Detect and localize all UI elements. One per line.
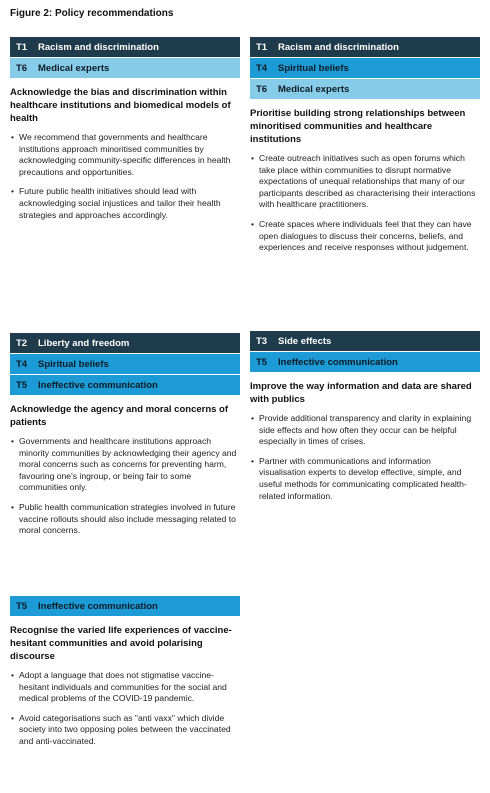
theme-tag xyxy=(10,375,240,395)
recommendation-list xyxy=(10,670,240,748)
recommendation-heading: Improve the way information and data are shared with publics xyxy=(250,381,472,405)
theme-tag xyxy=(250,331,480,351)
theme-tag xyxy=(10,354,240,374)
recommendation-block xyxy=(10,37,240,229)
recommendation-heading: Prioritise building strong relationships between minoritised communities and healthcare institutions xyxy=(250,108,466,145)
theme-label: Racism and discrimination xyxy=(278,41,399,53)
bullet-icon: • xyxy=(251,413,255,423)
list-item xyxy=(10,186,240,221)
list-item xyxy=(10,713,240,748)
recommendation-block xyxy=(10,596,240,756)
theme-label: Liberty and freedom xyxy=(38,337,130,349)
list-item xyxy=(10,436,240,494)
list-item xyxy=(10,670,240,705)
recommendation-heading: Acknowledge the bias and discrimination within healthcare institutions and biomedical models of health xyxy=(10,87,231,124)
theme-tag xyxy=(250,352,480,372)
theme-label: Spiritual beliefs xyxy=(278,62,349,74)
theme-tag xyxy=(250,37,480,57)
theme-code: T1 xyxy=(256,41,268,53)
recommendation-list xyxy=(250,413,480,502)
recommendation-heading: Acknowledge the agency and moral concerns of patients xyxy=(10,404,229,428)
theme-tag xyxy=(10,37,240,57)
theme-code: T4 xyxy=(16,358,28,370)
theme-tag xyxy=(10,596,240,616)
theme-label: Racism and discrimination xyxy=(38,41,159,53)
list-item xyxy=(250,219,480,254)
list-item-text: Future public health initiatives should lead with acknowledging social injustices and tailor their health strategies and approaches accordingly. xyxy=(19,186,221,220)
theme-label: Ineffective communication xyxy=(278,356,398,368)
recommendation-block xyxy=(250,331,480,510)
list-item-text: Create outreach initiatives such as open forums which take place within communities to disrupt normative expectations of unequal relationships that many of our participants described as characterising their interactions with healthcare practitioners. xyxy=(259,153,476,210)
bullet-icon: • xyxy=(11,186,15,197)
list-item-text: We recommend that governments and healthcare institutions approach minoritised communities by acknowledging community-specific differences in health precautions and opportunities. xyxy=(19,132,231,177)
bullet-icon: • xyxy=(251,218,255,229)
theme-code: T6 xyxy=(16,62,28,74)
theme-label: Spiritual beliefs xyxy=(38,358,109,370)
recommendation-list xyxy=(250,153,480,254)
theme-code: T5 xyxy=(16,379,28,391)
bullet-icon: • xyxy=(11,501,15,512)
bullet-icon: • xyxy=(11,712,15,723)
theme-tag xyxy=(10,58,240,78)
list-item-text: Avoid categorisations such as "anti vaxx" which divide society into two opposing poles between the vaccinated and anti-vaccinated. xyxy=(19,712,231,746)
theme-code: T1 xyxy=(16,41,28,53)
list-item xyxy=(250,456,480,502)
figure-title: Figure 2: Policy recommendations xyxy=(10,8,174,19)
theme-code: T3 xyxy=(256,335,268,347)
theme-code: T4 xyxy=(256,62,268,74)
theme-label: Medical experts xyxy=(38,62,110,74)
list-item xyxy=(10,132,240,178)
bullet-icon: • xyxy=(251,153,255,163)
theme-tag xyxy=(250,79,480,99)
list-item-text: Provide additional transparency and clarity in explaining side effects and how often they occur can be helpful especially in times of crises. xyxy=(259,413,472,447)
theme-tag xyxy=(250,58,480,78)
list-item-text: Public health communication strategies involved in future vaccine rollouts should also include messaging related to moral concerns. xyxy=(19,501,236,536)
theme-code: T6 xyxy=(256,83,268,95)
list-item-text: Partner with communications and information visualisation experts to develop effective, simple, and useful methods for communicating complicated health-related information. xyxy=(259,455,467,501)
list-item-text: Create spaces where individuals feel that they can have open dialogues to discuss their concerns, beliefs, and experiences and receive responses without judgement. xyxy=(259,218,472,253)
theme-label: Medical experts xyxy=(278,83,350,95)
bullet-icon: • xyxy=(11,436,15,446)
recommendation-list xyxy=(10,132,240,221)
recommendation-block xyxy=(10,333,240,545)
list-item xyxy=(250,413,480,448)
theme-tag xyxy=(10,333,240,353)
recommendation-block xyxy=(250,37,480,262)
bullet-icon: • xyxy=(11,670,15,680)
recommendation-list xyxy=(10,436,240,537)
list-item xyxy=(250,153,480,211)
recommendation-heading: Recognise the varied life experiences of vaccine-hesitant communities and avoid polarising discourse xyxy=(10,625,232,662)
theme-label: Ineffective communication xyxy=(38,600,158,612)
theme-label: Side effects xyxy=(278,335,332,347)
list-item-text: Adopt a language that does not stigmatise vaccine-hesitant individuals and communities for the social and medical problems of the COVID-19 pandemic. xyxy=(19,670,227,704)
bullet-icon: • xyxy=(11,132,15,142)
bullet-icon: • xyxy=(251,455,255,466)
list-item xyxy=(10,502,240,537)
theme-label: Ineffective communication xyxy=(38,379,158,391)
list-item-text: Governments and healthcare institutions approach minority communities by acknowledging their agency and moral concerns such as concerns for preventing harm, favouring one's ingroup, or being fair to some communities only. xyxy=(19,436,237,493)
theme-code: T5 xyxy=(256,356,268,368)
theme-code: T5 xyxy=(16,600,28,612)
theme-code: T2 xyxy=(16,337,28,349)
